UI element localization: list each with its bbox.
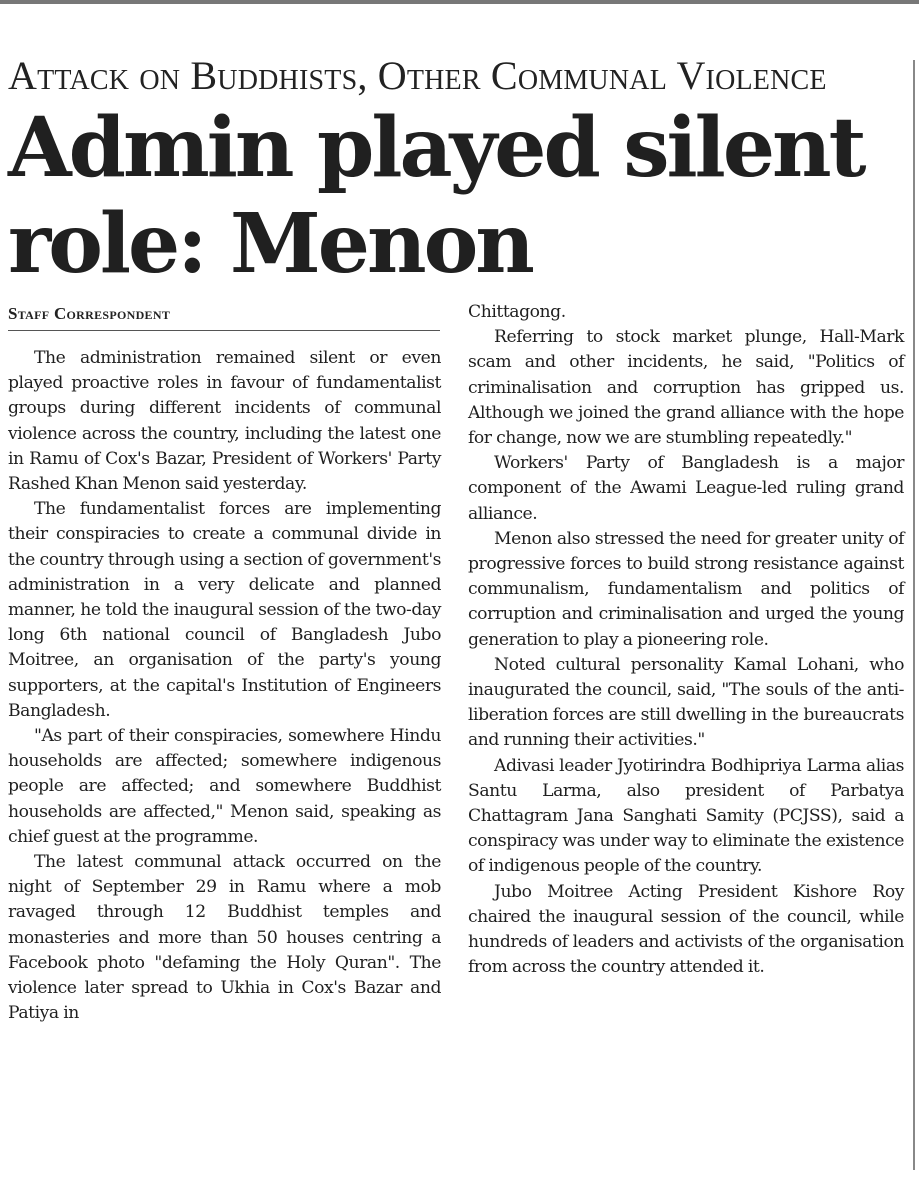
paragraph: Jubo Moitree Acting President Kishore Roy chaired the inaugural session of the council, while hundreds of leaders and activists of the organisation from across the country attended it. (468, 881, 904, 978)
article-kicker: Attack on Buddhists, Other Communal Violence (8, 53, 827, 98)
paragraph: The latest communal attack occurred on the night of September 29 in Ramu where a mob ravaged through 12 Buddhist temples and monasteries and more than 50 houses centring a Facebook photo "defaming the Holy Quran". The violence later spread to Ukhia in Cox's Bazar and Patiya in (8, 852, 441, 1024)
right-column-rule (913, 60, 915, 1170)
paragraph: The fundamentalist forces are implementing their conspiracies to create a communal divide in the country through using a section of government's administration in a very delicate and planned manner, he told the inaugural session of the two-day long 6th national council of Bangladesh Jubo Moitree, an organisation of the party's young supporters, at the capital's Institution of Engineers Bangladesh. (8, 499, 441, 721)
byline-divider (8, 330, 440, 331)
paragraph: Adivasi leader Jyotirindra Bodhipriya Larma alias Santu Larma, also president of Parbatya Chattagram Jana Sanghati Samity (PCJSS), said a conspiracy was under way to eliminate the existence of indigenous people of the country. (468, 755, 904, 877)
paragraph: Referring to stock market plunge, Hall-Mark scam and other incidents, he said, "Politics of criminalisation and corruption has gripped us. Although we joined the grand alliance with the hope for change, now we are stumbling repeatedly." (468, 327, 904, 449)
top-border-rule (0, 0, 919, 4)
paragraph-continuation: Chittagong. (468, 302, 566, 322)
article-byline: Staff Correspondent (8, 304, 171, 323)
article-column-right (468, 300, 904, 980)
article-column-left (8, 346, 441, 1026)
paragraph: Noted cultural personality Kamal Lohani, who inaugurated the council, said, "The souls of the anti-liberation forces are still dwelling in the bureaucrats and running their activities." (468, 654, 904, 751)
paragraph: "As part of their conspiracies, somewhere Hindu households are affected; somewhere indigenous people are affected; and somewhere Buddhist households are affected," Menon said, speaking as chief guest at the programme. (8, 726, 441, 847)
paragraph: Menon also stressed the need for greater unity of progressive forces to build strong resistance against communalism, fundamentalism and politics of corruption and criminalisation and urged the young generation to play a pioneering role. (468, 528, 904, 650)
paragraph: The administration remained silent or even played proactive roles in favour of fundamentalist groups during different incidents of communal violence across the country, including the latest one in Ramu of Cox's Bazar, President of Workers' Party Rashed Khan Menon said yesterday. (8, 348, 441, 495)
article-headline: Admin played silent role: Menon (8, 100, 864, 292)
paragraph: Workers' Party of Bangladesh is a major component of the Awami League-led ruling grand alliance. (468, 453, 904, 524)
